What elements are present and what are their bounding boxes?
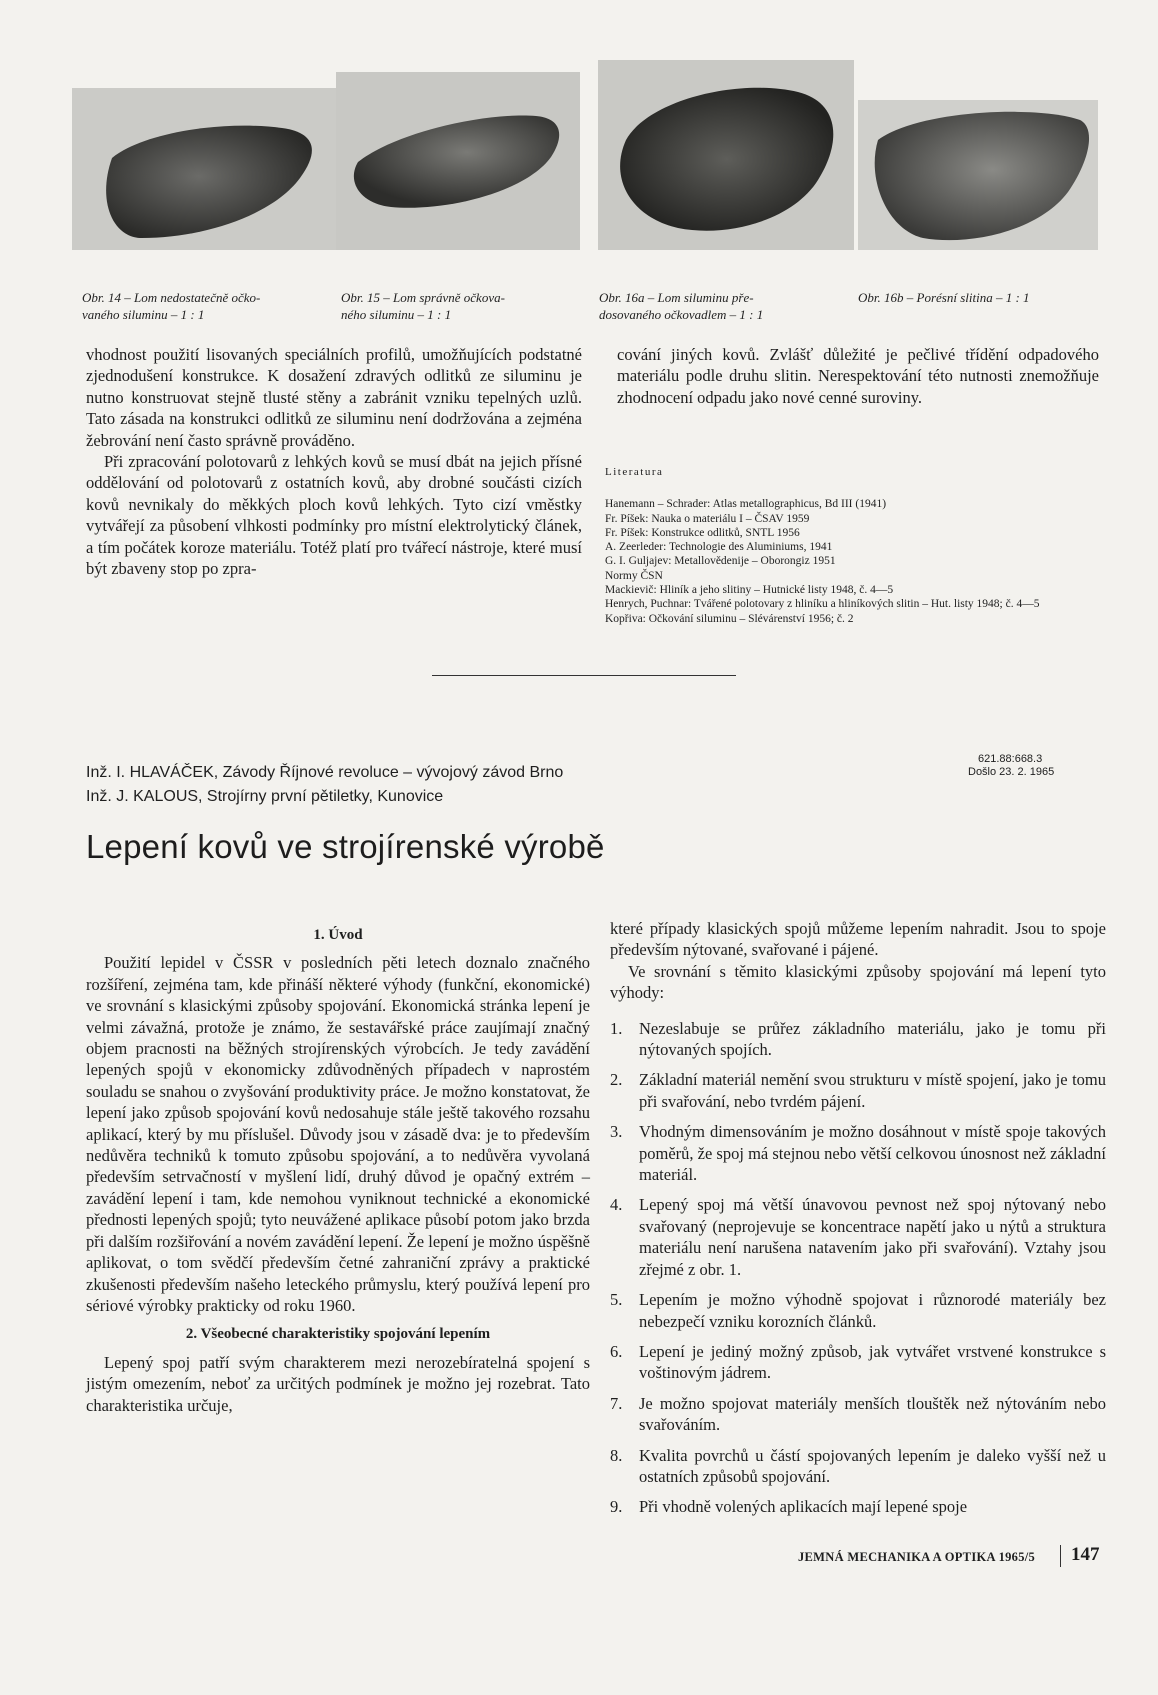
advantage-item xyxy=(610,1341,1106,1384)
advantage-number: 1. xyxy=(610,1018,623,1038)
figure-16a-photo xyxy=(598,60,854,250)
advantage-number: 5. xyxy=(610,1290,623,1310)
reference-item: Mackievič: Hliník a jeho slitiny – Hutnické listy 1948, č. 4—5 xyxy=(605,584,894,597)
reference-item: Normy ČSN xyxy=(605,569,663,582)
article-divider xyxy=(432,675,736,676)
section-2-paragraph: Lepený spoj patří svým charakterem mezi nerozebíratelná spojení s jistým omezením, neboť za určitých podmínek je možno jej rozebrat. Tato charakteristika určuje, xyxy=(86,1352,590,1415)
section-2-heading: 2. Všeobecné charakteristiky spojování lepením xyxy=(185,1326,491,1343)
advantage-number: 4. xyxy=(610,1195,623,1215)
reference-item: G. I. Guljajev: Metallovědenije – Oborongiz 1951 xyxy=(605,555,836,568)
received-date: Došlo 23. 2. 1965 xyxy=(968,766,1055,778)
advantage-number: 6. xyxy=(610,1341,623,1361)
advantage-number: 2. xyxy=(610,1070,623,1090)
advantage-text: Vhodným dimensováním je možno dosáhnout v místě spoje takových poměrů, že spoj má stejnou nebo větší celkovou únosnost než základní materiál. xyxy=(639,1122,1106,1185)
section-1-paragraph: Použití lepidel v ČSSR v posledních pěti letech doznalo značného rozšíření, zejména tam, kde přináší některé výhody (funkční, ekonomické) ve srovnání s klasickými způsoby spojování. Ekonomická stránka lepení je velmi závažná, protože je známo, že sestavářské práce zaujímají značný objem pracnosti na běžných strojírenských výrobcích. Je tedy zavádění lepených spojů v ekonomicky zdůvodněných případech v naprostém souladu se snahou o zvyšování produktivity práce. Je možno konstatovat, že lepení jako způsob spojování kovů nedosahuje stále ještě takového rozsahu aplikací, který by mu příslušel. Důvody jsou v zásadě dva: je to především nedůvěra techniků k tomuto způsobu spojování, a to nedůvěra vyvolaná především setrvačností v myšlení lidí, druhý důvod je opačný extrém – zavádění lepení i tam, kde nemohou vyniknout technické a ekonomické přednosti lepených spojů; tyto neuvážené aplikace působí potom jako brzda při dalším rozšiřování a novém zavádění lepení. Že lepení je možno úspěšně aplikovat, o tom svědčí především četné zahraniční zprávy a praktické zkušenosti především našeho leteckého průmyslu, který používá lepení pro sériové výrobky prakticky od roku 1960. xyxy=(86,953,590,1315)
article-right-column xyxy=(610,918,1106,1527)
advantage-item xyxy=(610,1194,1106,1280)
classification-code: 621.88:668.3 xyxy=(978,753,1043,765)
advantage-item xyxy=(610,1393,1106,1436)
journal-footer: JEMNÁ MECHANIKA A OPTIKA 1965/5 xyxy=(798,1550,1036,1564)
figure-16a-caption: Obr. 16a – Lom siluminu pře- dosovaného očkovadlem – 1 : 1 xyxy=(599,290,764,322)
advantage-text: Lepený spoj má větší únavovou pevnost než spoj nýtovaný nebo svařovaný (neprojevuje se koncentrace napětí jako u nýtů a struktura materiálu není narušena natavením jako při svařování). Vztahy jsou zřejmé z obr. 1. xyxy=(639,1195,1106,1279)
advantage-item xyxy=(610,1445,1106,1488)
advantage-number: 8. xyxy=(610,1445,623,1465)
page-number: 147 xyxy=(1071,1544,1100,1565)
prev-paragraph: vhodnost použití lisovaných speciálních profilů, umožňujících podstatné zjednodušení konstrukce. K dosažení zdravých odlitků ze siluminu je nutno konstruovat stejně tlusté stěny a zabránit vzniku tepelných uzlů. Tato zásada na konstrukci odlitků ze siluminu není dodržována a zejména žebrování není často správně prováděno. xyxy=(86,345,582,450)
advantage-item xyxy=(610,1496,1106,1517)
reference-item: Henrych, Puchnar: Tvářené polotovary z hliníku a hliníkových slitin – Hut. listy 1948; č. 4—5 xyxy=(605,598,1040,611)
figure-14-caption: Obr. 14 – Lom nedostatečně očko- vaného siluminu – 1 : 1 xyxy=(82,290,261,322)
advantage-item xyxy=(610,1069,1106,1112)
article-title: Lepení kovů ve strojírenské výrobě xyxy=(86,828,605,865)
right-intro-1: které případy klasických spojů můžeme lepením nahradit. Jsou to spoje především nýtované, svařované i pájené. xyxy=(610,919,1106,960)
advantages-list xyxy=(610,1018,1106,1518)
reference-item: Hanemann – Schrader: Atlas metallographicus, Bd III (1941) xyxy=(605,498,887,511)
advantage-text: Lepení je jediný možný způsob, jak vytvářet vrstvené konstrukce s voštinovým jádrem. xyxy=(639,1341,1106,1383)
advantage-text: Nezeslabuje se průřez základního materiálu, jako je tomu při nýtovaných spojích. xyxy=(639,1018,1106,1060)
advantage-item xyxy=(610,1018,1106,1061)
prev-article-right-column xyxy=(617,344,1099,408)
reference-item: Fr. Píšek: Konstrukce odlitků, SNTL 1956 xyxy=(605,526,800,539)
advantage-item xyxy=(610,1289,1106,1332)
reference-item: Fr. Píšek: Nauka o materiálu I – ČSAV 1959 xyxy=(605,512,810,525)
advantage-text: Při vhodně volených aplikacích mají lepené spoje xyxy=(639,1497,968,1517)
advantage-item xyxy=(610,1121,1106,1185)
advantage-number: 7. xyxy=(610,1393,623,1413)
figure-14-photo xyxy=(72,88,336,250)
literature-heading: Literatura xyxy=(605,466,664,478)
reference-item: A. Zeerleder: Technologie des Aluminiums, 1941 xyxy=(605,541,833,554)
author-line-1: Inž. I. HLAVÁČEK, Závody Říjnové revoluce – vývojový závod Brno xyxy=(86,764,564,781)
reference-item: Kopřiva: Očkování siluminu – Slévárenství 1956; č. 2 xyxy=(605,612,854,625)
advantage-text: Lepením je možno výhodně spojovat i různorodé materiály bez nebezpečí vzniku korozních článků. xyxy=(639,1290,1106,1331)
literature-list xyxy=(605,465,1115,626)
prev-article-left-column xyxy=(86,344,582,579)
footer-separator xyxy=(1060,1545,1061,1567)
figure-15-caption: Obr. 15 – Lom správně očkova- ného siluminu – 1 : 1 xyxy=(341,290,505,322)
section-1-heading: 1. Úvod xyxy=(313,927,363,943)
advantage-number: 9. xyxy=(610,1497,623,1517)
figure-15-photo xyxy=(336,72,580,250)
advantage-text: Je možno spojovat materiály menších tlouštěk než nýtováním nebo svařováním. xyxy=(639,1393,1106,1435)
prev-paragraph: Při zpracování polotovarů z lehkých kovů se musí dbát na jejich přísné oddělování od polotovarů z ostatních kovů, aby drobné součásti cizích kovů nevnikaly do měkkých ploch kovů lehkých. Tyto cizí vměstky vytvářejí za působení vlhkosti podmínky pro místní elektrolytický článek, a tím počátek koroze materiálu. Totéž platí pro tvářecí nástroje, které musí být zbaveny stop po zpra- xyxy=(86,452,582,579)
prev-paragraph-right: cování jiných kovů. Zvlášť důležité je pečlivé třídění odpadového materiálu podle druhu slitin. Nerespektování této nutnosti znemožňuje zhodnocení odpadu jako nové cenné suroviny. xyxy=(617,345,1099,407)
advantage-text: Základní materiál nemění svou strukturu v místě spojení, jako je tomu při svařování, nebo tvrdém pájení. xyxy=(639,1070,1106,1111)
advantage-number: 3. xyxy=(610,1122,623,1142)
right-intro-2: Ve srovnání s těmito klasickými způsoby spojování má lepení tyto výhody: xyxy=(610,961,1106,1003)
figure-16b-photo xyxy=(858,100,1098,250)
advantage-text: Kvalita povrchů u částí spojovaných lepením je daleko vyšší než u ostatních způsobů spojování. xyxy=(639,1445,1106,1486)
article-left-column xyxy=(86,919,590,1416)
author-line-2: Inž. J. KALOUS, Strojírny první pětiletky, Kunovice xyxy=(86,788,444,805)
figure-16b-caption: Obr. 16b – Porésní slitina – 1 : 1 xyxy=(858,290,1030,305)
